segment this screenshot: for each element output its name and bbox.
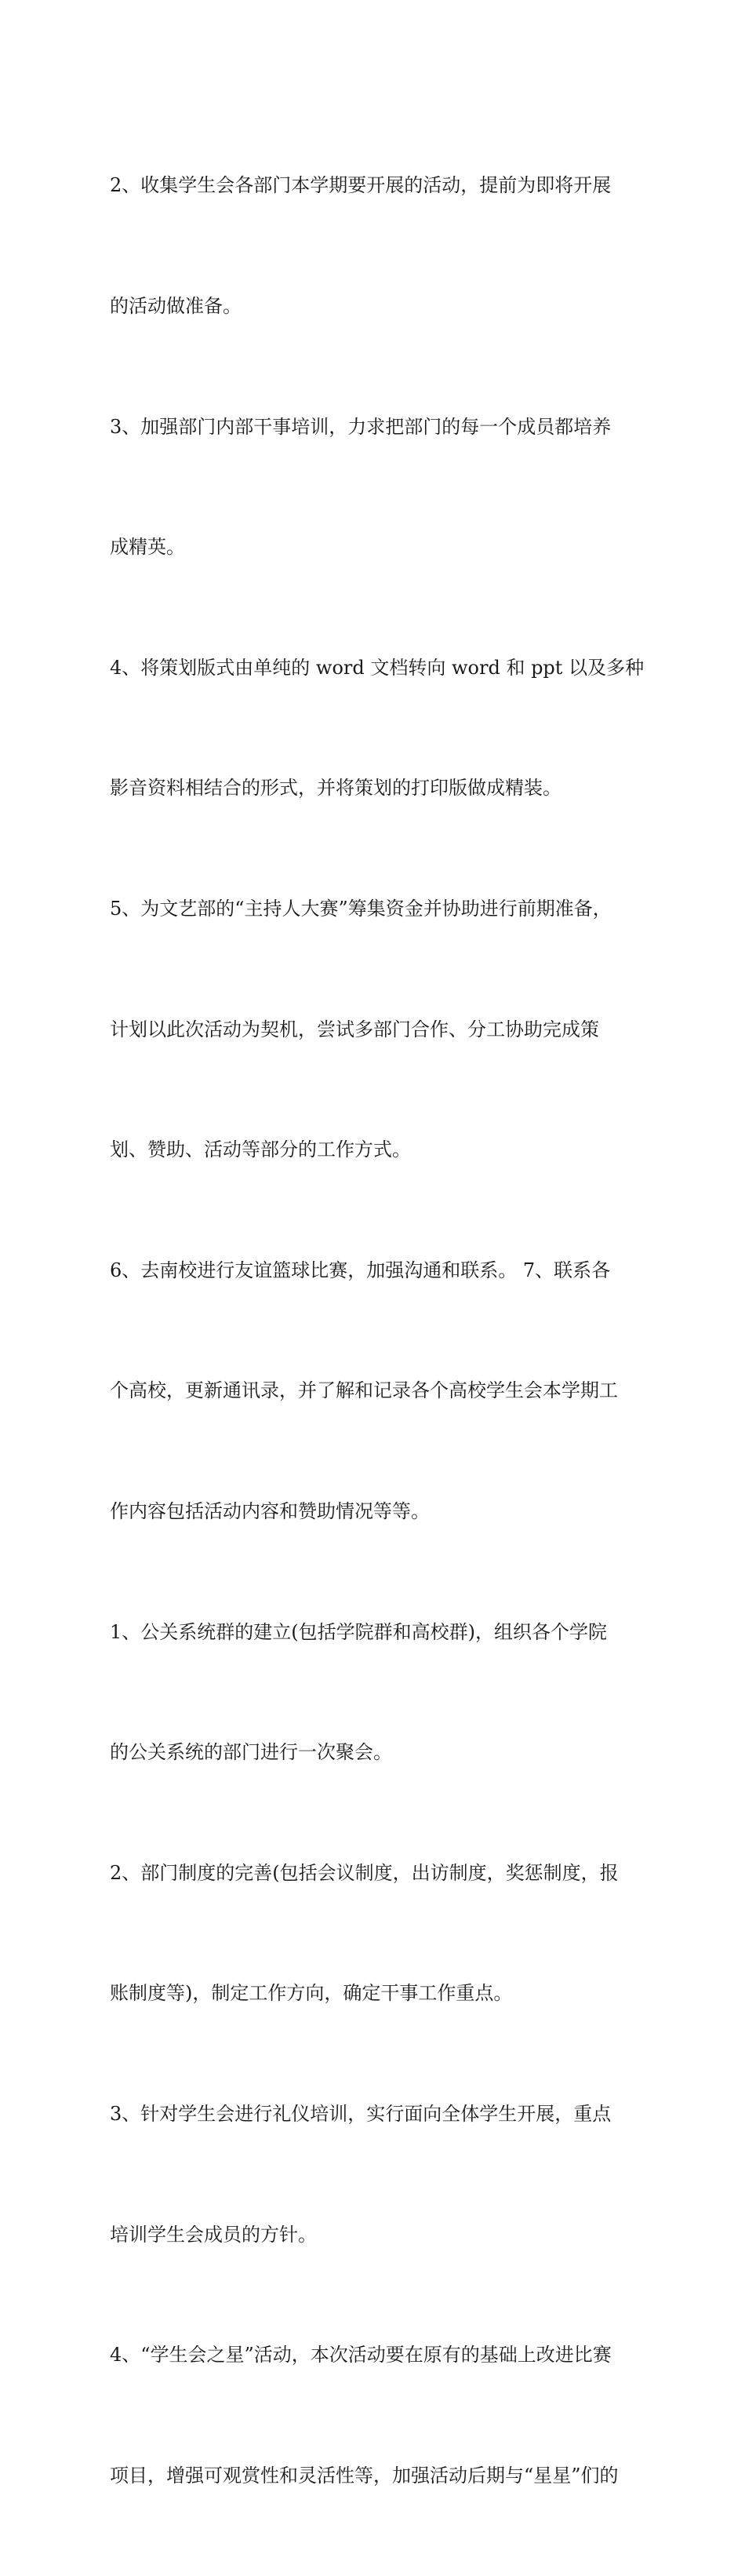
text-line: 4、将策划版式由单纯的 word 文档转向 word 和 ppt 以及多种 [110,656,645,679]
text-line: 计划以此次活动为契机，尝试多部门合作、分工协助完成策 [110,1018,599,1040]
text-line: 2、收集学生会各部门本学期要开展的活动，提前为即将开展 [110,174,612,197]
text-line: 个高校，更新通讯录，并了解和记录各个高校学生会本学期工 [110,1379,618,1402]
text-line: 账制度等)，制定工作方向，确定干事工作重点。 [110,1982,513,2005]
document-body [110,86,643,2576]
text-line: 1、公关系统群的建立(包括学院群和高校群)，组织各个学院 [110,1620,607,1643]
text-line: 2、部门制度的完善(包括会议制度，出访制度，奖惩制度，报 [110,1861,619,1884]
text-line: 3、针对学生会进行礼仪培训，实行面向全体学生开展，重点 [110,2102,612,2125]
text-line: 的公关系统的部门进行一次聚会。 [110,1741,392,1764]
text-line: 5、为文艺部的“主持人大赛”筹集资金并协助进行前期准备， [110,897,612,920]
text-line: 的活动做准备。 [110,295,242,317]
text-line: 作内容包括活动内容和赞助情况等等。 [110,1499,430,1522]
text-line: 影音资料相结合的形式，并将策划的打印版做成精装。 [110,777,561,800]
text-line: 4、“学生会之星”活动，本次活动要在原有的基础上改进比赛 [110,2344,612,2366]
text-line: 6、去南校进行友谊篮球比赛，加强沟通和联系。 7、联系各 [110,1259,611,1281]
text-line: 划、赞助、活动等部分的工作方式。 [110,1139,411,1161]
text-line: 培训学生会成员的方针。 [110,2223,317,2246]
text-line: 成精英。 [110,536,185,559]
text-line: 3、加强部门内部干事培训，力求把部门的每一个成员都培养 [110,415,612,438]
body-text [110,86,643,2576]
text-line: 项目，增强可观赏性和灵活性等，加强活动后期与“星星”们的 [110,2464,619,2487]
